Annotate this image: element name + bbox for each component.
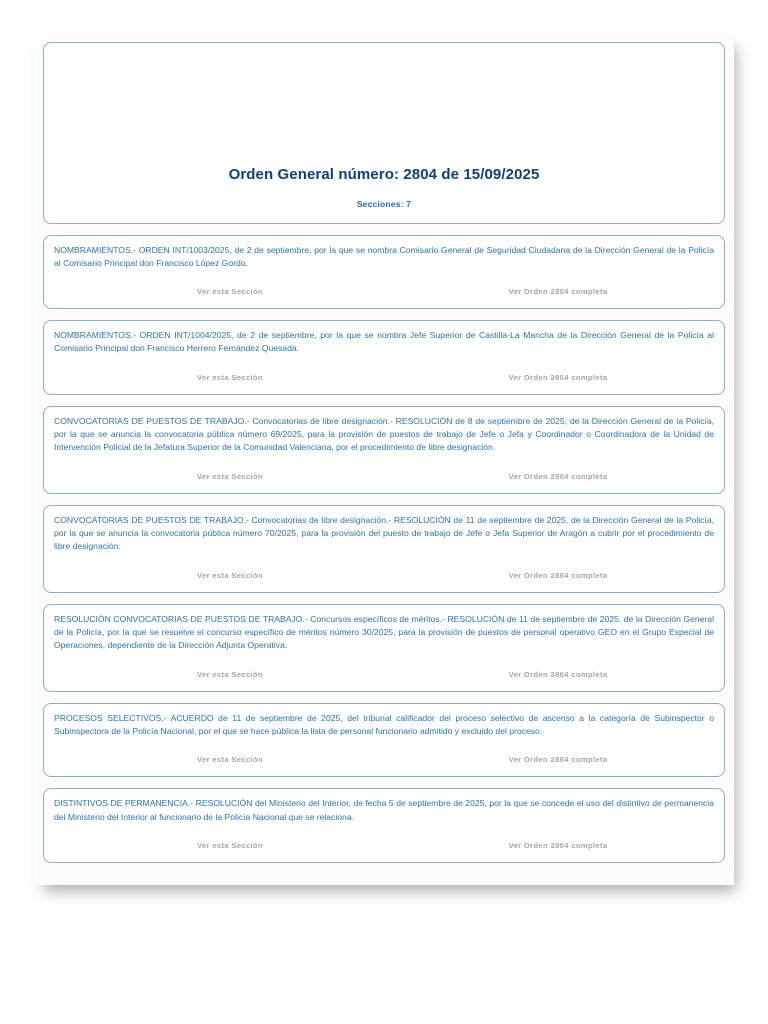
section-description: DISTINTIVOS DE PERMANENCIA.- RESOLUCIÓN del Ministerio del Interior, de fecha 5 de septiembre de 2025, por la que se concede el uso del distintivo de permanencia del Ministerio del Interior al funcionario de la Policía Nacional que se relaciona. (54, 798, 714, 822)
section-links-row (54, 276, 714, 301)
section-description: PROCESOS SELECTIVOS.- ACUERDO de 11 de septiembre de 2025, del tribunal calificador del proceso selectivo de ascenso a la categoría de Subinspector o Subinspectora de la Policía Nacional, por el que se hace pública la lista de personal funcionario admitido y excluido del proceso. (54, 712, 714, 736)
view-full-order-link-cell (384, 466, 714, 484)
organization-logo (56, 53, 712, 165)
section-card-1 (43, 235, 725, 310)
view-full-order-link-cell (384, 565, 714, 583)
view-section-link[interactable]: Ver esta Sección (197, 372, 263, 382)
view-full-order-link[interactable]: Ver Orden 2804 completa (508, 755, 608, 765)
section-card-6 (43, 703, 725, 778)
section-card-5 (43, 604, 725, 692)
view-section-link-cell (54, 835, 384, 853)
section-links-row (54, 461, 714, 486)
section-card-4 (43, 505, 725, 593)
view-full-order-link[interactable]: Ver Orden 2804 completa (508, 372, 608, 382)
section-description: NOMBRAMIENTOS.- ORDEN INT/1003/2025, de 2 de septiembre, por la que se nombra Comisario General de Seguridad Ciudadana de la Dirección General de la Policía al Comisario Principal don Francisco López Gordo. (54, 244, 714, 268)
view-full-order-link-cell (384, 664, 714, 682)
view-section-link[interactable]: Ver esta Sección (197, 840, 263, 850)
section-links-row (54, 659, 714, 684)
view-full-order-link[interactable]: Ver Orden 2804 completa (508, 840, 608, 850)
view-section-link[interactable]: Ver esta Sección (197, 669, 263, 679)
section-card-3 (43, 406, 725, 494)
document-header-card (43, 42, 725, 224)
view-full-order-link[interactable]: Ver Orden 2804 completa (508, 570, 608, 580)
section-card-7 (43, 788, 725, 863)
view-full-order-link[interactable]: Ver Orden 2804 completa (508, 669, 608, 679)
section-links-row (54, 830, 714, 855)
section-description: NOMBRAMIENTOS.- ORDEN INT/1004/2025, de 2 de septiembre, por la que se nombra Jefe Superior de Castilla-La Mancha de la Dirección General de la Policía al Comisario Principal don Francisco Herrero Fernández Quesada. (54, 330, 714, 354)
section-links-row (54, 560, 714, 585)
view-section-link[interactable]: Ver esta Sección (197, 755, 263, 765)
section-card-2 (43, 320, 725, 395)
view-full-order-link-cell (384, 749, 714, 767)
sections-list (43, 235, 725, 863)
section-description: CONVOCATORIAS DE PUESTOS DE TRABAJO.- Convocatorias de libre designación.- RESOLUCIÓN de 11 de septiembre de 2025, de la Dirección General de la Policía, por la que se anuncia la convocatoria pública número 70/2025, para la provisión del puesto de trabajo de Jefe o Jefa Superior de Aragón a cubrir por el procedimiento de libre designación. (54, 514, 714, 552)
view-section-link-cell (54, 281, 384, 299)
view-section-link[interactable]: Ver esta Sección (197, 570, 263, 580)
view-section-link-cell (54, 367, 384, 385)
view-full-order-link-cell (384, 281, 714, 299)
section-links-row (54, 744, 714, 769)
view-full-order-link[interactable]: Ver Orden 2804 completa (508, 287, 608, 297)
view-section-link[interactable]: Ver esta Sección (197, 471, 263, 481)
view-full-order-link-cell (384, 835, 714, 853)
section-links-row (54, 362, 714, 387)
view-section-link[interactable]: Ver esta Sección (197, 287, 263, 297)
view-section-link-cell (54, 466, 384, 484)
view-full-order-link[interactable]: Ver Orden 2804 completa (508, 471, 608, 481)
view-section-link-cell (54, 749, 384, 767)
view-section-link-cell (54, 565, 384, 583)
section-description: RESOLUCIÓN CONVOCATORIAS DE PUESTOS DE TRABAJO.- Concursos específicos de méritos.- RESOLUCIÓN de 11 de septiembre de 2025, de la Dirección General de la Policía, por la que se resuelve el concurso específico de méritos número 30/2025, para la provisión de puestos de personal operativo GEO en el Grupo Especial de Operaciones, dependiente de la Dirección Adjunta Operativa. (54, 613, 714, 651)
view-full-order-link-cell (384, 367, 714, 385)
page-title: Orden General número: 2804 de 15/09/2025 (228, 166, 540, 183)
section-description: CONVOCATORIAS DE PUESTOS DE TRABAJO.- Convocatorias de libre designación.- RESOLUCIÓN de 8 de septiembre de 2025, de la Dirección General de la Policía, por la que se anuncia la convocatoria pública número 69/2025, para la provisión de puestos de trabajo de Jefe o Jefa y Coordinador o Coordinadora de la Unidad de Intervención Policial de la Jefatura Superior de la Comunidad Valenciana, por el procedimiento de libre designación. (54, 415, 714, 453)
sections-count-label: Secciones: 7 (356, 198, 412, 209)
view-section-link-cell (54, 664, 384, 682)
document-page (34, 33, 734, 885)
